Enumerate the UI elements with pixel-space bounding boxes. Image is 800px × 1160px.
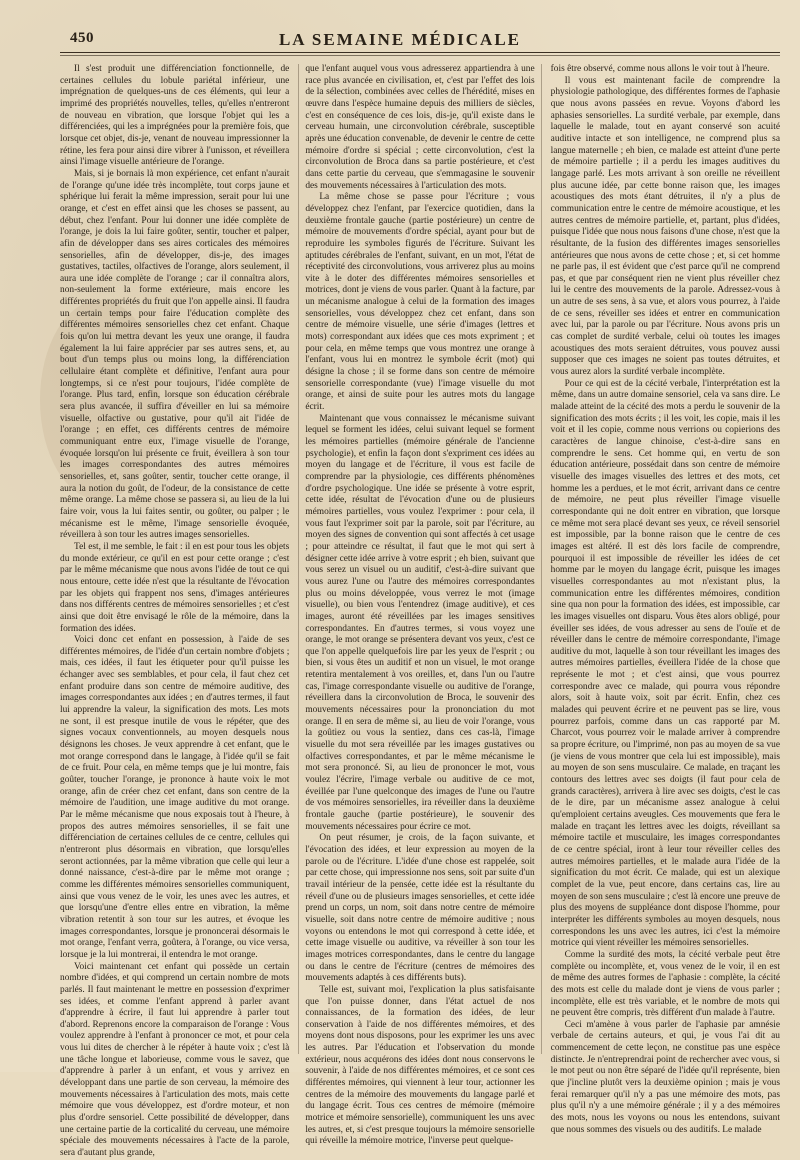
column-1 [60, 64, 290, 1159]
column-2 [305, 64, 535, 1147]
paragraph: Telle est, suivant moi, l'explication la plus satisfaisante que l'on puisse donner, dans l'état actuel de nos connaissances, de la formation des idées, de leur conservation à l'aide de nos différentes mémoires, et des moyens dont nous disposons, pour les exprimer les uns avec les autres. Par l'éducation et l'observation du monde extérieur, nous acquérons des idées dont nous conservons le souvenir, à l'aide de nos différentes mémoires, et ce sont ces différentes mémoires, qui viennent à leur tour, actionner les centres de la mémoire des mouvements du langage parlé et du langage écrit. Tous ces centres de mémoire (mémoire motrice et mémoire sensorielle), communiquent les uns avec les autres, et, si c'est presque toujours la mémoire sensorielle qui réveille la mémoire motrice, l'inverse peut quelque- [305, 984, 535, 1147]
paragraph: Pour ce qui est de la cécité verbale, l'interprétation est la même, dans un autre domaine sensoriel, cela va sans dire. Le malade atteint de la cécité des mots a perdu le souvenir de la signification des mots écrits ; il les voit, les copie, mais il les voit et il les copie, comme nous verrions ou copierions des caractères de langue chinoise, c'est-à-dire sans en comprendre le sens. Cet homme qui, en vertu de son éducation antérieure, possédait dans son centre de mémoire visuelle des images visuelles des lettres et des mots, cet homme les a perdues, et le mot écrit, arrivant dans ce centre de mémoire, ne peut plus réveiller l'image visuelle correspondante qui ne doit entrer en vibration, que lorsque ce même mot sera placé devant ses yeux, ce réveil sensoriel est impossible, par la bonne raison que le centre de ces images est altéré. Il est dès lors facile de comprendre, pourquoi il est impossible de réveiller les idées de cet homme par le moyen du langage écrit, puisque les images visuelles correspondantes au mot n'existant plus, la communication entre les différentes mémoires, condition sine qua non pour la formation des idées, est impossible, car les images visuelles ont disparu. Vous êtes alors obligé, pour éveiller ses idées, de vous adresser au sens de l'ouïe et de réveiller dans le centre de mémoire correspondante, l'image auditive du mot, laquelle à son tour réveillant les images des autres mémoires partielles, éveillera l'idée de la chose que représente le mot ; et c'est ainsi, que vous pourrez correspondre avec ce malade, qui pourra vous répondre alors, soit à haute voix, soit par écrit. Enfin, chez ces malades qui peuvent écrire et ne peuvent pas se lire, vous pourrez parfois, comme dans un cas rapporté par M. Charcot, vous pourrez voir le malade arriver à comprendre sa propre écriture, ou l'imprimé, non pas au moyen de sa vue (je viens de vous montrer que cela lui est impossible), mais au moyen de son sens musculaire. Ce malade, en traçant les contours des lettres avec ses doigts (il faut pour cela de grands caractères), arrivera à lire avec ses doigts, c'est le cas de le dire, par un mécanisme assez analogue à celui qu'emploient certains aveugles. Ces mouvements que fera le malade en traçant les lettres avec les doigts, réveillant sa mémoire tactile et musculaire, les images correspondantes de ce centre spécial, iront à leur tour réveiller celles des autres mémoires partielles, et le malade aura l'idée de la signification du mot écrit. Ce malade, qui est un alexique complet de la vue, peut encore, dans certains cas, lire au moyen de son sens musculaire ; c'est là encore une preuve de plus des moyens de suppléance dont dispose l'homme, pour interpréter les différents symboles au moyen desquels, nous correspondons les uns avec les autres, ici c'est la mémoire motrice qui vient réveiller les mémoires sensorielles. [550, 378, 780, 949]
column-3 [550, 64, 780, 1135]
paragraph: fois être observé, comme nous allons le voir tout à l'heure. [550, 64, 770, 74]
paragraph: La même chose se passe pour l'écriture ; vous développez chez l'enfant, par l'exercice quotidien, dans la deuxième frontale gauche (partie postérieure) un centre de mémoire de mouvements d'ordre spécial, ayant pour but de reproduire les symboles figurés de l'écriture. Suivant les aptitudes cérébrales de l'enfant, suivant, en un mot, l'état de réceptivité des circonvolutions, vous arriverez plus au moins vite à le doter des différentes mémoires sensorielles et motrices, dont je viens de vous parler. Quant à la facture, par un mécanisme analogue à celui de la formation des images sensorielles, vous développez chez cet enfant, dans son centre de mémoire visuelle, une série d'images (lettres et mots) correspondant aux idées que ces mots expriment ; et pour cela, en même temps que vous montrez une orange à l'enfant, vous lui en montrez le symbole écrit (mot) qui désigne la chose ; il se forme dans son centre de mémoire sensorielle correspondante (vue) l'image visuelle du mot orange, et ainsi de suite pour les autres mots du langage écrit. [305, 192, 535, 413]
paragraph: On peut résumer, je crois, de la façon suivante, et l'évocation des idées, et leur expression au moyen de la parole ou de l'écriture. L'idée d'une chose est rappelée, soit par cette chose, qui impressionne nos sens, soit par suite d'un travail intérieur de la pensée, cette idée est la résultante du réveil d'une ou de plusieurs images sensorielles, et cette idée prend un corps, un nom, soit dans notre centre de mémoire visuelle, soit dans notre centre de mémoire auditive ; nous voyons ou entendons le mot qui correspond à cette idée, et cette image visuelle ou auditive, va réveiller à son tour les images motrices correspondantes, dans le centre du langage ou dans le centre de l'écriture (centres de mémoires des mouvements adaptés à ces différents buts). [305, 833, 535, 984]
paragraph: Maintenant que vous connaissez le mécanisme suivant lequel se forment les idées, celui suivant lequel se forment les mémoires partielles (mémoire générale de l'ancienne psychologie), et enfin la façon dont s'expriment ces idées au moyen du langage et de l'écriture, il vous est facile de comprendre par la physiologie, ces différents phénomènes d'ordre psychologique. Une idée se présente à votre esprit, cette idée, résultat de l'évocation d'une ou de plusieurs mémoires partielles, vous voulez l'exprimer : pour cela, il vous faut l'exprimer soit par la parole, soit par l'écriture, au moyen des signes de convention qui sont affectés à cet usage ; pour atteindre ce résultat, il faut que le mot qui sert à désigner cette idée arrive à votre esprit ; eh bien, suivant que vous serez un visuel ou un auditif, c'est-à-dire suivant que vous aurez l'une ou l'autre des mémoires correspondantes plus ou moins développée, vous verrez le mot (image visuelle), ou bien vous l'entendrez (image auditive), et ces images, auront été réveillées par les images sensitives correspondantes. En d'autres termes, si vous voyez une orange, le mot orange se présentera devant vos yeux, c'est ce que l'on appelle quelquefois lire par les yeux de l'esprit ; ou bien, si vous êtes un auditif et non un visuel, le mot orange retentira mentalement à vos oreilles, et, dans l'un ou l'autre cas, l'image correspondante visuelle ou auditive de l'orange, réveillera dans la circonvolution de Broca, le souvenir des mouvements nécessaires pour la prononciation du mot orange. Il en sera de même si, au lieu de voir l'orange, vous la goûtiez ou vous la sentiez, dans ces cas-là, l'image visuelle du mot sera réveillée par les images gustatives ou olfactives correspondantes, et par le même mécanisme le mot sera prononcé. Si, au lieu de prononcer le mot, vous voulez l'écrire, l'image verbale ou auditive de ce mot, éveillée par l'une quelconque des images de l'une ou l'autre de vos mémoires sensorielles, ira réveiller dans la deuxième frontale gauche (partie postérieure), le souvenir des mouvements nécessaires pour écrire ce mot. [305, 413, 535, 832]
paragraph: Ceci m'amène à vous parler de l'aphasie par amnésie verbale de certains auteurs, et qui, je vous l'ai dit au commencement de cette leçon, ne constitue pas une espèce distincte. Je n'entreprendrai point de rechercher avec vous, si le mot peut ou non être séparé de l'idée qu'il représente, bien que j'incline plutôt vers la deuxième opinion ; mais je vous ferai remarquer qu'il n'y a pas une mémoire des mots, pas plus qu'il n'y a une mémoire générale ; il y a des mémoires des mots, nous les voyons ou nous les entendons, suivant que nous sommes des visuels ou des auditifs. Le malade [550, 1019, 780, 1135]
paragraph: Il vous est maintenant facile de comprendre la physiologie pathologique, des différentes formes de l'aphasie que nous avons passées en revue. Voyons d'abord les aphasies sensorielles. La surdité verbale, par exemple, dans laquelle le malade, tout en ayant conservé son acuité auditive intacte et son intelligence, ne comprend plus sa langue maternelle ; eh bien, ce malade est atteint d'une perte de mémoire partielle ; il a perdu les images auditives du langage parlé. Les mots arrivant à son oreille ne réveillent plus aucune idée, par cette bonne raison que, les images acoustiques des mots étant détruites, il n'y a plus de communication entre le centre de mémoire acoustique, et les autres centres de mémoire partielle, et, partant, plus d'idées, puisque l'idée que nous nous faisons d'une chose, n'est que la résultante, de la fusion des différentes images sensorielles antérieures que nous avons de cette chose ; et, si cet homme ne parle pas, il est évident que c'est parce qu'il ne comprend pas, et que par conséquent rien ne vient plus réveiller chez lui le centre des mouvements de la parole. Adressez-vous à un autre de ses sens, à sa vue, et alors vous pourrez, à l'aide de ce sens, réveiller ses idées et entrer en communication avec lui, par la parole ou par l'écriture. Nous avons pris un cas complet de surdité verbale, celui où toutes les images acoustiques des mots seraient détruites, vous pouvez aussi supposer que ces images ne soient pas toutes détruites, et vous aurez alors la surdité verbale incomplète. [550, 75, 780, 378]
paragraph: que l'enfant auquel vous vous adresserez appartiendra à une race plus avancée en civilisation, et, c'est par l'effet des lois de la sélection, combinées avec celles de l'hérédité, mises en œuvre dans l'espèce humaine depuis des milliers de siècles, c'est en conséquence de ces lois, dis-je, qu'il existe dans le cerveau humain, une circonvolution cérébrale, susceptible après une éducation convenable, de devenir le centre de cette mémoire d'ordre si spécial ; cette circonvolution, c'est la circonvolution de Broca dans sa partie postérieure, et c'est dans cette partie du cerveau, que s'emmagasine le souvenir des mouvements nécessaires à l'articulation des mots. [305, 64, 535, 191]
paragraph: Comme la surdité des mots, la cécité verbale peut être complète ou incomplète, et, vous venez de le voir, il en est de même des autres formes de l'aphasie : complète, la cécité des mots est celle du malade dont je viens de vous parler ; incomplète, elle est très variable, et le nombre de mots qui ne peuvent être compris, très différent d'un malade à l'autre. [550, 949, 780, 1019]
journal-title: LA SEMAINE MÉDICALE [278, 30, 522, 49]
article-columns [60, 64, 780, 1159]
header-rule [60, 52, 780, 53]
paragraph: Il s'est produit une différenciation fonctionnelle, de certaines cellules du lobule pariétal inférieur, une imprégnation de quelques-uns de ces éléments, qui leur a imprimé des propriétés nouvelles, telles, qu'elles n'entreront de nouveau en vibration, que lorsque l'objet qui les a différenciées, qui les a imprégnées pour la première fois, que lorsque cet objet, dis-je, venant de nouveau impressionner la rétine, les fera pour ainsi dire vibrer à l'unisson, et réveillera ainsi l'image visuelle antérieure de l'orange. [60, 64, 290, 168]
paragraph: Tel est, il me semble, le fait : il en est pour tous les objets du monde extérieur, ce qu'il en est pour cette orange ; c'est par le même mécanisme que nous avons l'idée de tout ce qui nous entoure, cette idée n'est que la résultante de l'évocation par les objets qui frappent nos sens, d'images antérieures dans nos différents centres de mémoires sensorielles ; et c'est ainsi que doit être envisagé le rôle de la mémoire, dans la formation des idées. [60, 541, 290, 634]
page-number: 450 [70, 30, 94, 46]
header-rule-secondary [60, 55, 780, 56]
paragraph: Mais, si je bornais là mon expérience, cet enfant n'aurait de l'orange qu'une idée très incomplète, tout corps jaune et sphérique lui ferait la même impression, serait pour lui une orange, et c'est en effet ainsi que les choses se passent, au début, chez l'enfant. Pour lui donner une idée complète de l'orange, je dois la lui faire goûter, sentir, toucher et palper, afin de développer dans ses aires corticales des mémoires sensorielles, afin de développer, dis-je, des images gustatives, tactiles, olfactives de l'orange, alors seulement, il aura une idée complète de l'orange ; car il connaîtra alors, non-seulement la forme extérieure, mais encore les différentes propriétés du fruit que l'on appelle ainsi. Il faudra un certain temps pour faire l'éducation complète des différentes mémoires sensorielles chez cet enfant. Chaque fois qu'on lui mettra devant les yeux une orange, il faudra également la lui faire apprécier par ses autres sens, et, au bout d'un temps plus ou moins long, la différenciation cellulaire étant complète et définitive, l'enfant aura pour longtemps, si ce n'est pour toujours, l'idée complète de l'orange. Plus tard, enfin, lorsque son éducation cérébrale sera plus avancée, il suffira d'éveiller en lui sa mémoire visuelle, olfactive ou gustative, pour qu'il ait l'idée de l'orange ; en effet, ces différents centres de mémoire communiquant entre eux, l'image visuelle de l'orange, évoquée lorsqu'on lui présente ce fruit, éveillera à son tour les images correspondantes des autres mémoires sensorielles, et, sans goûter, sentir, toucher cette orange, il aura la notion du goût, de l'odeur, de la consistance de cette même orange. La même chose se passera si, au lieu de la lui faire voir, vous la lui faites sentir, ou goûter, ou palper ; le mécanisme est le même, l'image sensorielle évoquée, réveillera à son tour les autres images sensorielles. [60, 168, 290, 541]
paragraph: Voici maintenant cet enfant qui possède un certain nombre d'idées, et qui comprend un certain nombre de mots parlés. Il faut maintenant le mettre en possession d'exprimer ses idées, et comme l'enfant apprend à parler avant d'apprendre à écrire, il faut lui apprendre à parler tout d'abord. Reprenons encore la comparaison de l'orange : Vous voulez apprendre à l'enfant à prononcer ce mot, et pour cela vous lui dites de chercher à le répéter à haute voix ; c'est là une tâche longue et laborieuse, comme vous le savez, que d'apprendre à parler à un enfant, et vous y arrivez en développant dans une partie de son cerveau, la mémoire des mouvements nécessaires à l'articulation des mots, mais cette mémoire que vous développez, est d'ordre moteur, et non plus d'ordre sensoriel. Cette possibilité de développer, dans une certaine partie de la corticalité du cerveau, une mémoire spéciale des mouvements nécessaires à l'acte de la parole, sera d'autant plus grande, [60, 961, 290, 1159]
paragraph: Voici donc cet enfant en possession, à l'aide de ses différentes mémoires, de l'idée d'un certain nombre d'objets ; mais, ces idées, il faut les étiqueter pour qu'il puisse les échanger avec ses semblables, et pour cela, il faut chez cet enfant produire dans son centre de mémoire auditive, des images correspondantes aux idées ; en d'autres termes, il faut lui apprendre la valeur, la signification des mots. Les mots ne sont, il est presque inutile de vous le répéter, que des signes vocaux conventionnels, au moyen desquels nous désignons les choses. Je veux apprendre à cet enfant, que le mot orange correspond dans le langage, à l'idée qu'il se fait de ce fruit. Pour cela, en même temps que je lui montre, fais goûter, toucher l'orange, je prononce à haute voix le mot orange, afin de créer chez cet enfant, dans son centre de la mémoire de l'audition, une image auditive du mot orange. Par le même mécanisme que nous exposais tout à l'heure, à propos des autres mémoires sensorielles, il se fait une différenciation de certaines cellules de ce centre, cellules qui n'entreront plus désormais en vibration, que lorsqu'elles seront actionnées, par la même vibration que celle qui leur a donné naissance, c'est-à-dire par le même mot orange ; comme les différentes mémoires sensorielles communiquent, ainsi que vous venez de le voir, les unes avec les autres, et que lorsqu'une d'entre elles entre en vibration, la même vibration retentit à son tour sur les autres, et évoque les images correspondantes, lorsque je prononcerai désormais le mot orange, l'enfant verra, goûtera, à l'orange, ou vice versa, lorsque je la lui montrerai, il entendra le mot orange. [60, 635, 290, 960]
